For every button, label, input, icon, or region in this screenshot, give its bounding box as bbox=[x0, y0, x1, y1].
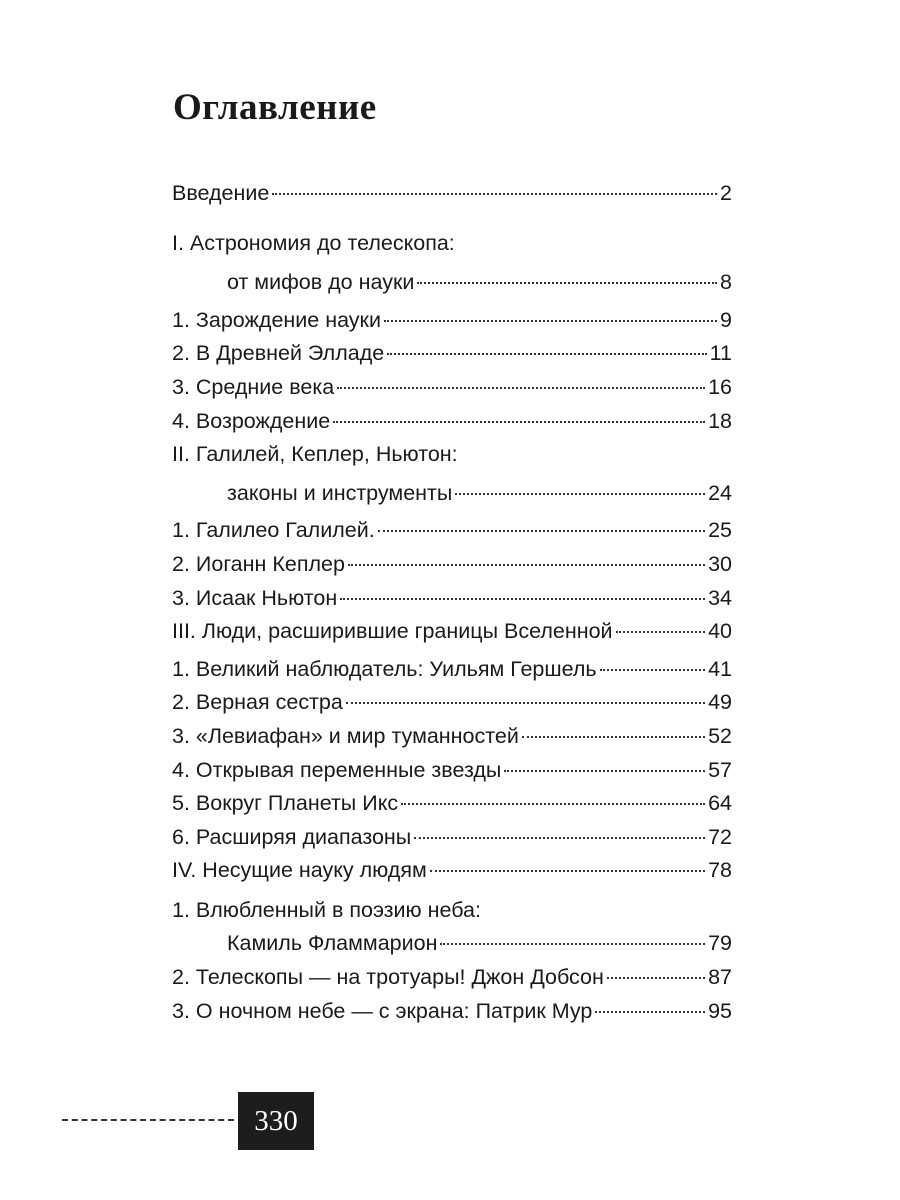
toc-entry-page: 57 bbox=[708, 757, 732, 782]
toc-entry bbox=[172, 177, 732, 211]
toc-entry bbox=[172, 720, 732, 754]
toc-entry-page: 52 bbox=[708, 723, 732, 748]
toc-entry bbox=[172, 995, 732, 1029]
toc-entry bbox=[172, 304, 732, 338]
toc-entry-label: IV. Несущие науку людям bbox=[172, 858, 427, 883]
toc-entry-page: 87 bbox=[708, 965, 732, 990]
toc-entry-label: II. Галилей, Кеплер, Ньютон: bbox=[172, 442, 458, 467]
toc-entry-page: 30 bbox=[708, 551, 732, 576]
dot-leader bbox=[340, 598, 705, 600]
toc-entry-page: 64 bbox=[708, 791, 732, 816]
toc-entry-label: 1. Галилео Галилей. bbox=[172, 518, 375, 543]
toc-entry-label: от мифов до науки bbox=[227, 270, 415, 295]
toc-entry-label: 5. Вокруг Планеты Икс bbox=[172, 791, 399, 816]
toc-entry-page: 2 bbox=[720, 181, 732, 205]
dot-leader bbox=[337, 387, 705, 389]
toc-entry-label: 3. «Левиафан» и мир туманностей bbox=[172, 723, 519, 748]
toc-entry-label: I. Астрономия до телескопа: bbox=[172, 230, 455, 255]
toc-entry-label: 4. Возрождение bbox=[172, 408, 331, 433]
toc-entry-page: 34 bbox=[708, 585, 732, 610]
dot-leader bbox=[616, 631, 706, 633]
toc-entry-page: 79 bbox=[708, 931, 732, 956]
toc-entry bbox=[172, 477, 732, 511]
toc-entry-page: 24 bbox=[708, 480, 732, 505]
toc-entry-label: 2. Иоганн Кеплер bbox=[172, 551, 345, 576]
toc-entry bbox=[172, 961, 732, 995]
dot-leader bbox=[272, 193, 717, 195]
toc-entry bbox=[172, 266, 732, 300]
dot-leader bbox=[607, 977, 705, 979]
toc-entry bbox=[172, 821, 732, 855]
toc-entry bbox=[172, 686, 732, 720]
toc-section-heading bbox=[172, 438, 732, 472]
dot-leader bbox=[595, 1011, 705, 1013]
toc-entry-label: 4. Открывая переменные звезды bbox=[172, 757, 502, 782]
dot-leader bbox=[504, 770, 705, 772]
toc-entry bbox=[172, 548, 732, 582]
toc-entry-label: 1. Влюбленный в поэзию неба: bbox=[172, 897, 481, 922]
toc-entry-label: Камиль Фламмарион bbox=[227, 931, 438, 956]
toc-entry bbox=[172, 787, 732, 821]
dot-leader bbox=[600, 669, 705, 671]
toc-entry-label: 3. Средние века bbox=[172, 374, 335, 399]
dot-leader bbox=[440, 943, 705, 945]
toc-entry-page: 41 bbox=[708, 656, 732, 681]
toc-entry-page: 9 bbox=[720, 307, 732, 332]
toc-entry-page: 72 bbox=[708, 824, 732, 849]
toc-entry-label: 2. Телескопы — на тротуары! Джон Добсон bbox=[172, 965, 604, 990]
toc-entry bbox=[172, 615, 732, 649]
toc-entry bbox=[172, 754, 732, 788]
dot-leader bbox=[348, 564, 705, 566]
toc-entry-page: 49 bbox=[708, 690, 732, 715]
toc-entry bbox=[172, 582, 732, 616]
toc-entry bbox=[172, 854, 732, 888]
toc-entry-label: 2. В Древней Элладе bbox=[172, 341, 385, 366]
dot-leader bbox=[401, 803, 705, 805]
dot-leader bbox=[378, 530, 705, 532]
table-of-contents bbox=[172, 177, 732, 1028]
toc-entry bbox=[172, 927, 732, 961]
toc-entry bbox=[172, 337, 732, 371]
toc-section-heading bbox=[172, 227, 732, 261]
dot-leader bbox=[384, 320, 717, 322]
page-number: 330 bbox=[238, 1092, 314, 1150]
toc-entry bbox=[172, 514, 732, 548]
toc-entry-label: III. Люди, расширившие границы Вселенной bbox=[172, 619, 613, 644]
dot-leader bbox=[430, 870, 705, 872]
toc-entry-label: 1. Великий наблюдатель: Уильям Гершель bbox=[172, 656, 597, 681]
toc-entry-page: 18 bbox=[708, 408, 732, 433]
dot-leader bbox=[333, 421, 705, 423]
toc-entry-label: 1. Зарождение науки bbox=[172, 307, 381, 332]
toc-entry-label: 3. Исаак Ньютон bbox=[172, 585, 338, 610]
toc-section-heading bbox=[172, 894, 732, 928]
toc-entry-page: 95 bbox=[708, 998, 732, 1023]
dot-leader bbox=[522, 736, 705, 738]
toc-entry bbox=[172, 371, 732, 405]
dot-leader bbox=[414, 837, 705, 839]
toc-entry-label: законы и инструменты bbox=[227, 480, 453, 505]
toc-entry-page: 11 bbox=[709, 341, 732, 366]
toc-entry-page: 78 bbox=[708, 858, 732, 883]
toc-entry-page: 25 bbox=[708, 518, 732, 543]
toc-entry-label: Введение bbox=[172, 181, 270, 205]
toc-entry-label: 6. Расширяя диапазоны bbox=[172, 824, 412, 849]
toc-entry-page: 8 bbox=[720, 270, 732, 295]
toc-entry bbox=[172, 405, 732, 439]
footer-dashed-rule bbox=[62, 1119, 234, 1121]
toc-entry-page: 16 bbox=[708, 374, 732, 399]
dot-leader bbox=[346, 702, 705, 704]
toc-entry bbox=[172, 653, 732, 687]
dot-leader bbox=[417, 282, 717, 284]
dot-leader bbox=[455, 493, 705, 495]
toc-entry-label: 3. О ночном небе — с экрана: Патрик Мур bbox=[172, 998, 593, 1023]
page-title: Оглавление bbox=[173, 87, 377, 128]
dot-leader bbox=[387, 353, 706, 355]
toc-entry-page: 40 bbox=[708, 619, 732, 644]
toc-entry-label: 2. Верная сестра bbox=[172, 690, 343, 715]
